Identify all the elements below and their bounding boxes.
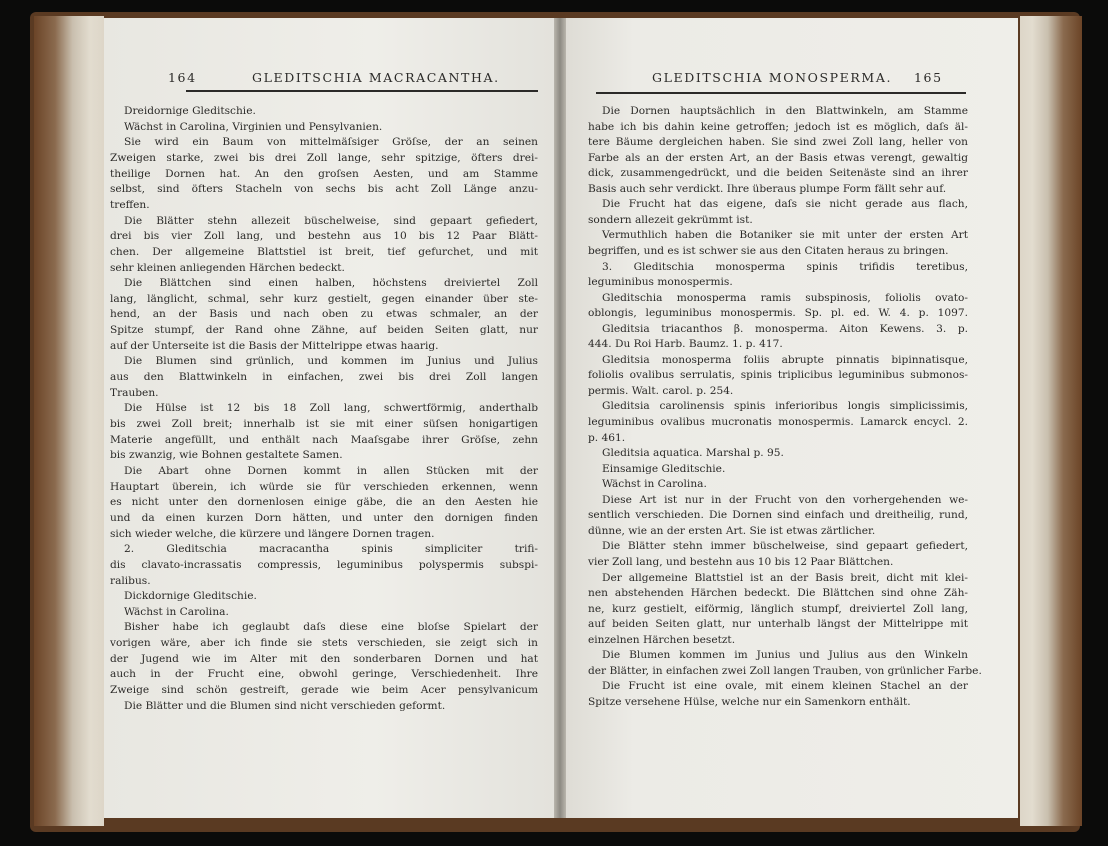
text-line: vorigen wäre, aber ich finde sie stets verschieden, sie zeigt sich in — [110, 637, 538, 650]
text-line: Einsamige Gleditschie. — [602, 462, 726, 475]
text-line: Die Blätter stehn immer büschelweise, sind gepaart gefiedert, — [602, 540, 968, 553]
text-line: Farbe als an der ersten Art, an der Basis etwas verengt, gewaltig — [588, 151, 968, 164]
text-line: auf beiden Seiten glatt, nur unterhalb längst der Mittelrippe mit — [588, 618, 968, 631]
text-line: Gleditsia carolinensis spinis inferioribus longis simplicissimis, — [602, 400, 968, 413]
text-line: Die Blumen sind grünlich, und kommen im Junius und Julius — [124, 355, 538, 368]
text-line: drei bis vier Zoll lang, und bestehn aus 10 bis 12 Paar Blätt- — [110, 230, 538, 243]
text-line: Dreidornige Gleditschie. — [124, 105, 256, 117]
left-running-title: GLEDITSCHIA MACRACANTHA. — [252, 70, 500, 85]
left-page — [104, 18, 554, 818]
text-line: permis. Walt. carol. p. 254. — [588, 384, 734, 397]
text-line: selbst, sind öfters Stacheln von sechs bis acht Zoll Länge anzu- — [110, 183, 538, 196]
text-line: Zweige sind schön gestreift, gerade wie beim Acer pensylvanicum — [110, 684, 538, 697]
text-line: und da einen kurzen Dorn hätten, und unter den dornigen finden — [110, 511, 538, 524]
text-line: Die Dornen hauptsächlich in den Blattwinkeln, am Stamme — [602, 105, 968, 117]
text-line: 2. Gleditschia macracantha spinis simpliciter trifi- — [124, 543, 538, 556]
text-line: Wächst in Carolina, Virginien und Pensylvanien. — [124, 120, 383, 133]
right-running-title: GLEDITSCHIA MONOSPERMA. — [652, 70, 893, 85]
text-line: oblongis, leguminibus monospermis. Sp. pl. ed. W. 4. p. 1097. — [588, 307, 968, 320]
text-line: Die Frucht hat das eigene, daſs sie nicht gerade aus flach, — [602, 198, 968, 211]
text-line: Trauben. — [110, 386, 159, 399]
text-line: vier Zoll lang, und bestehn aus 10 bis 12 Paar Blättchen. — [588, 555, 894, 568]
text-line: Materie angefüllt, und enthält nach Maaſsgabe ihrer Gröſse, zehn — [110, 433, 538, 446]
left-page-number: 164 — [168, 70, 197, 85]
text-line: Basis auch sehr verdickt. Ihre überaus plumpe Form fällt sehr auf. — [588, 182, 947, 195]
text-line: sehr kleinen anliegenden Härchen bedeckt. — [110, 261, 345, 274]
text-line: Die Blumen kommen im Junius und Julius aus den Winkeln — [602, 649, 968, 662]
text-line: aus den Blattwinkeln in einfachen, zwei bis drei Zoll langen — [110, 371, 538, 384]
right-header-rule — [596, 92, 966, 94]
text-line: Zweigen starke, zwei bis drei Zoll lange, sehr spitzige, öfters drei- — [110, 151, 538, 164]
text-line: hend, an der Basis und nach oben zu etwas schmaler, an der — [110, 308, 538, 321]
right-page-number: 165 — [914, 70, 943, 85]
text-line: begriffen, und es ist schwer sie aus den Citaten heraus zu bringen. — [588, 244, 949, 257]
text-line: ralibus. — [110, 574, 151, 587]
text-line: Die Blätter und die Blumen sind nicht verschieden geformt. — [124, 699, 446, 712]
text-line: Wächst in Carolina. — [124, 605, 229, 618]
text-line: lang, länglicht, schmal, sehr kurz gestielt, gegen einander über ste- — [110, 292, 538, 305]
book-gutter — [554, 18, 566, 818]
text-line: Gleditsia aquatica. Marshal p. 95. — [602, 447, 784, 460]
text-line: Diese Art ist nur in der Frucht von den vorhergehenden we- — [602, 493, 968, 506]
text-line: Die Blätter stehn allezeit büschelweise, sind gepaart gefiedert, — [124, 214, 538, 227]
text-line: Die Blättchen sind einen halben, höchstens dreiviertel Zoll — [124, 277, 538, 290]
text-line: 3. Gleditschia monosperma spinis trifidis teretibus, — [602, 260, 968, 273]
text-line: Die Hülse ist 12 bis 18 Zoll lang, schwertförmig, anderthalb — [124, 402, 538, 415]
text-line: dick, zusammengedrückt, und die beiden Seitenäste sind an ihrer — [588, 167, 968, 180]
right-page — [566, 18, 1018, 818]
text-line: Gleditsia monosperma foliis abrupte pinnatis bipinnatisque, — [602, 353, 968, 366]
text-line: der Jugend wie im Alter mit den sonderbaren Dornen und hat — [110, 652, 538, 665]
text-line: chen. Der allgemeine Blattstiel ist breit, tief gefurchet, und mit — [110, 245, 538, 258]
left-page-edges — [34, 16, 104, 826]
text-line: einzelnen Härchen besetzt. — [588, 633, 736, 646]
left-header-rule — [186, 90, 538, 92]
text-line: leguminibus monospermis. — [588, 276, 733, 289]
text-line: Spitze stumpf, der Rand ohne Zähne, auf beiden Seiten glatt, nur — [110, 324, 538, 337]
text-line: Hauptart überein, ich würde sie für verschieden erkennen, wenn — [110, 480, 538, 493]
text-line: Vermuthlich haben die Botaniker sie mit unter der ersten Art — [602, 229, 968, 242]
text-line: Der allgemeine Blattstiel ist an der Basis breit, dicht mit klei- — [602, 571, 968, 584]
text-line: Spitze versehene Hülse, welche nur ein Samenkorn enthält. — [588, 695, 911, 708]
text-line: p. 461. — [588, 431, 626, 444]
text-line: Die Abart ohne Dornen kommt in allen Stücken mit der — [124, 464, 538, 477]
text-line: Dickdornige Gleditschie. — [124, 590, 257, 603]
text-line: leguminibus ovalibus mucronatis monospermis. Lamarck encycl. 2. — [588, 416, 968, 428]
text-line: treffen. — [110, 198, 150, 211]
text-line: auf der Unterseite ist die Basis der Mittelrippe etwas haarig. — [110, 339, 439, 352]
text-line: Gleditschia monosperma ramis subspinosis, foliolis ovato- — [602, 291, 968, 304]
text-line: Sie wird ein Baum von mittelmäſsiger Gröſse, der an seinen — [124, 136, 538, 149]
text-line: theilige Dornen hat. An den groſsen Aesten, und am Stamme — [110, 167, 538, 180]
text-line: dis clavato-incrassatis compressis, leguminibus polyspermis subspi- — [110, 558, 538, 571]
text-line: nen abstehenden Härchen bedeckt. Die Blättchen sind ohne Zäh- — [588, 587, 968, 600]
text-line: 444. Du Roi Harb. Baumz. 1. p. 417. — [588, 338, 783, 351]
text-line: es nicht unter den dornenlosen einige gäbe, die an den Aesten hie — [110, 496, 538, 509]
text-line: habe ich bis dahin keine getroffen; jedoch ist es möglich, daſs äl- — [588, 120, 968, 133]
text-line: sentlich verschieden. Die Dornen sind einfach und dreitheilig, rund, — [588, 509, 968, 522]
text-line: ne, kurz gestielt, eiförmig, länglich stumpf, dreiviertel Zoll lang, — [588, 602, 968, 615]
text-line: Wächst in Carolina. — [602, 478, 707, 491]
text-line: dünne, wie an der ersten Art. Sie ist etwas zärtlicher. — [588, 524, 876, 537]
text-line: auch in der Frucht eine, obwohl geringe, Verschiedenheit. Ihre — [110, 668, 538, 681]
right-page-edges — [1020, 16, 1082, 826]
text-line: bis zwei Zoll breit; innerhalb ist sie mit einer süſsen honigartigen — [110, 418, 538, 430]
text-line: foliolis ovalibus serrulatis, spinis triplicibus leguminibus submonos- — [588, 369, 968, 382]
text-line: Bisher habe ich geglaubt daſs diese eine bloſse Spielart der — [124, 621, 538, 634]
text-line: bis zwanzig, wie Bohnen gestaltete Samen. — [110, 449, 343, 462]
text-line: der Blätter, in einfachen zwei Zoll langen Trauben, von grünlicher Farbe. — [588, 664, 982, 677]
text-line: tere Bäume dergleichen haben. Sie sind zwei Zoll lang, heller von — [588, 136, 968, 149]
text-line: sich wieder welche, die kürzere und längere Dornen tragen. — [110, 527, 435, 540]
text-line: sondern allezeit gekrümmt ist. — [588, 213, 753, 226]
text-line: Die Frucht ist eine ovale, mit einem kleinen Stachel an der — [602, 680, 968, 693]
text-line: Gleditsia triacanthos β. monosperma. Aiton Kewens. 3. p. — [602, 322, 968, 335]
